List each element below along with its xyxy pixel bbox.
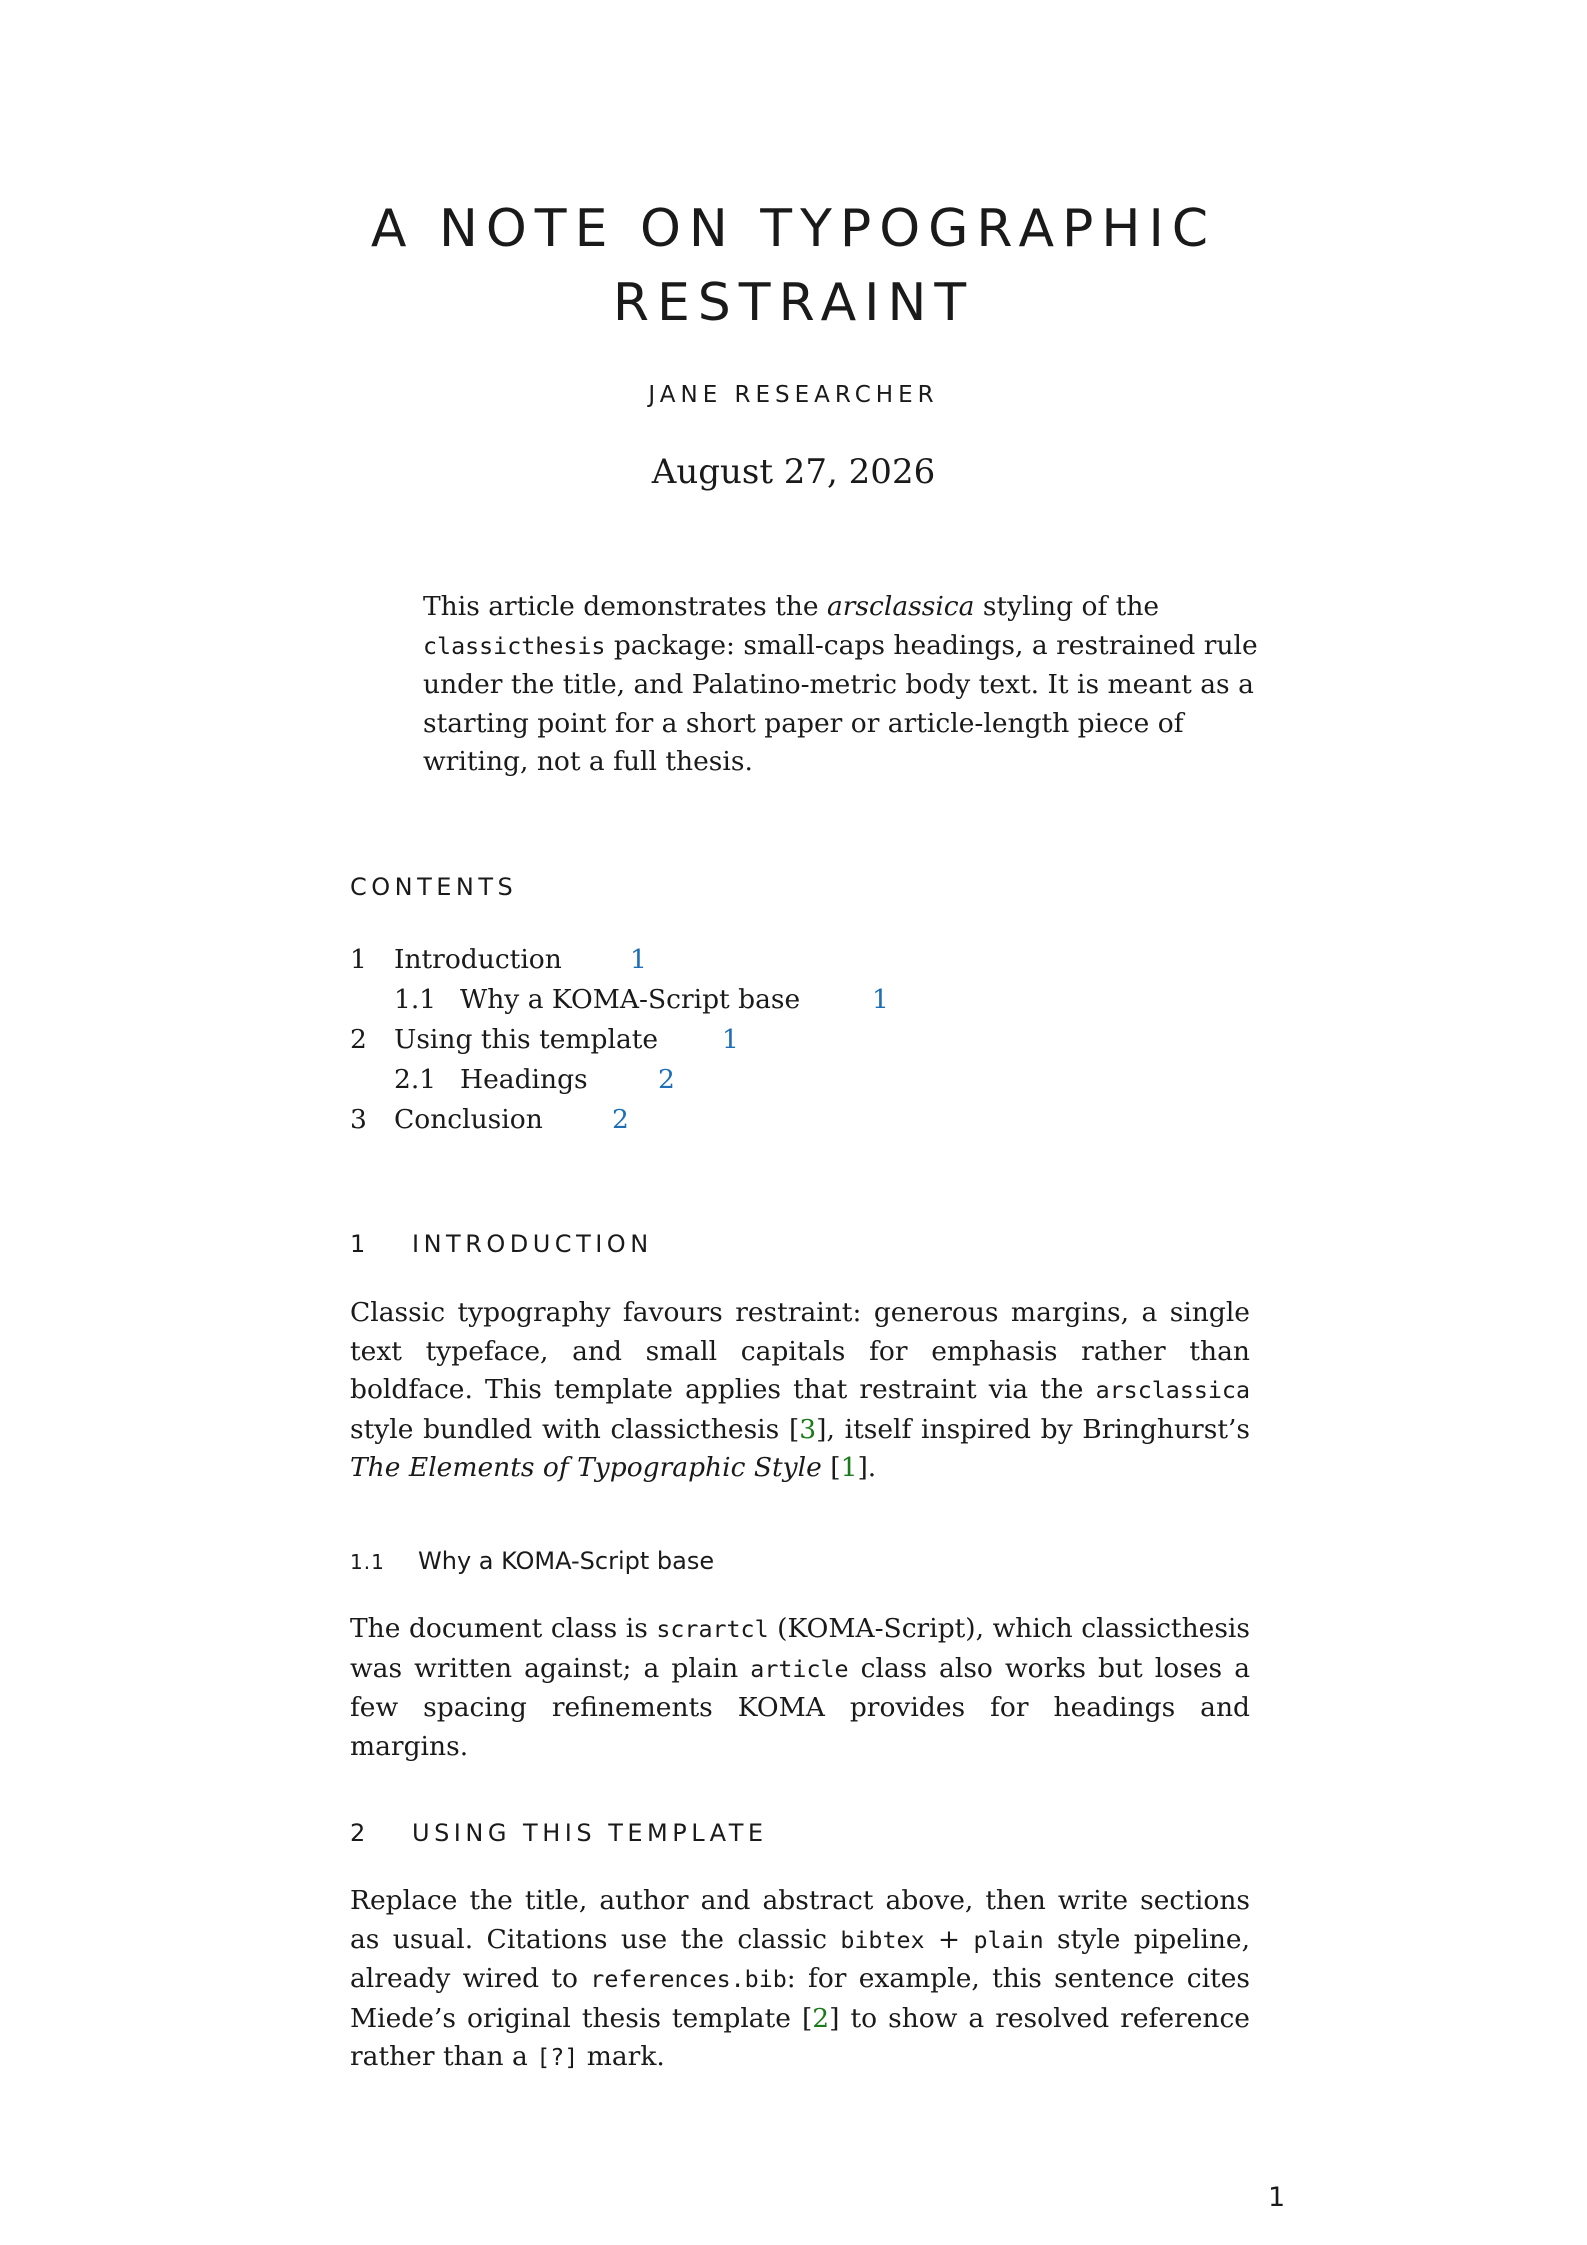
page-number: 1 <box>1268 2182 1286 2213</box>
section-title: INTRODUCTION <box>412 1230 653 1258</box>
text: (KOMA-Script), which classicthesis was written against; a plain <box>350 1613 1250 1684</box>
text: ]. <box>857 1452 877 1483</box>
text: + <box>924 1923 974 1955</box>
title-line-2: RESTRAINT <box>612 273 975 333</box>
paragraph <box>350 1610 1250 1766</box>
toc-label[interactable]: Conclusion <box>394 1104 543 1135</box>
toc-label[interactable]: Why a KOMA-Script base <box>460 984 801 1015</box>
subsection-title: Why a KOMA-Script base <box>418 1547 715 1575</box>
text: class also works but loses a few spacing refinements KOMA provides for headings and margins. <box>350 1652 1251 1762</box>
introduction-paragraph <box>350 1294 1250 1488</box>
title-line-1: A NOTE ON TYPOGRAPHIC <box>370 199 1217 259</box>
text: : for example, this sentence cites Miede’s original thesis template [ <box>350 1963 1250 2034</box>
toc-label[interactable]: Introduction <box>394 944 562 975</box>
toc-number: 1 <box>350 944 367 975</box>
koma-paragraph <box>350 1610 1250 1766</box>
toc-page-link[interactable]: 1 <box>630 944 647 975</box>
text: The document class is <box>350 1613 657 1644</box>
section-heading-introduction <box>350 1230 653 1258</box>
book-title: The Elements of Typographic Style <box>350 1452 822 1483</box>
citation-link[interactable]: 1 <box>840 1452 858 1483</box>
inline-code: article <box>750 1655 849 1683</box>
section-title: USING THIS TEMPLATE <box>412 1819 768 1847</box>
contents-heading: CONTENTS <box>350 873 518 901</box>
abstract-italic: arsclassica <box>826 591 975 622</box>
paragraph <box>350 1294 1250 1488</box>
toc-label[interactable]: Using this template <box>394 1024 659 1055</box>
citation-link[interactable]: 2 <box>812 2002 830 2034</box>
text: [ <box>821 1452 841 1483</box>
text: style pipeline, already wired to <box>350 1923 1250 1994</box>
section-heading-using <box>350 1819 768 1847</box>
inline-code: scrartcl <box>656 1616 769 1643</box>
abstract-text: This article demonstrates the <box>423 591 827 622</box>
date: August 27, 2026 <box>651 452 936 492</box>
text: Replace the title, author and abstract above, then write sections as usual. Citations use the classic <box>350 1885 1250 1955</box>
toc-page-link[interactable]: 2 <box>658 1064 675 1095</box>
toc-page-link[interactable]: 2 <box>612 1104 629 1135</box>
using-paragraph <box>350 1882 1250 2078</box>
abstract-code: classicthesis <box>423 632 606 660</box>
subsection-heading-koma <box>350 1547 714 1575</box>
section-number: 2 <box>350 1819 366 1847</box>
toc-number: 2 <box>350 1024 367 1055</box>
paragraph <box>350 1882 1250 2078</box>
abstract-text: package: small-caps headings, a restrained rule under the title, and Palatino-metric body text. It is meant as a starting point for a short paper or article-length piece of writing, not a full thesis. <box>423 629 1258 777</box>
paper-title <box>0 192 1587 340</box>
text: style bundled with classicthesis [ <box>350 1413 800 1445</box>
inline-code: plain <box>973 1926 1044 1954</box>
citation-link[interactable]: 3 <box>799 1413 817 1445</box>
toc-number: 1.1 <box>394 984 437 1015</box>
text: mark. <box>578 2041 665 2072</box>
abstract-paragraph <box>423 588 1283 782</box>
abstract <box>423 588 1283 782</box>
inline-code: bibtex <box>840 1926 925 1954</box>
toc-number: 2.1 <box>394 1064 437 1095</box>
toc-label[interactable]: Headings <box>460 1064 588 1095</box>
author: JANE RESEARCHER <box>648 382 939 408</box>
section-number: 1 <box>350 1230 366 1258</box>
text: ] to show a resolved reference rather than a <box>350 2002 1250 2072</box>
inline-code: [?] <box>536 2044 579 2071</box>
toc-page-link[interactable]: 1 <box>872 984 889 1015</box>
toc-number: 3 <box>350 1104 367 1135</box>
inline-code: references.bib <box>590 1966 787 1993</box>
text: Classic typography favours restraint: generous margins, a single text typeface, and small capitals for emphasis rather than boldface. This template applies that restraint via the <box>350 1297 1250 1405</box>
abstract-text: styling of the <box>974 591 1160 622</box>
subsection-number: 1.1 <box>350 1550 385 1574</box>
inline-code: arsclassica <box>1095 1377 1250 1404</box>
text: ], itself inspired by Bringhurst’s <box>816 1413 1250 1445</box>
toc-page-link[interactable]: 1 <box>722 1024 739 1055</box>
